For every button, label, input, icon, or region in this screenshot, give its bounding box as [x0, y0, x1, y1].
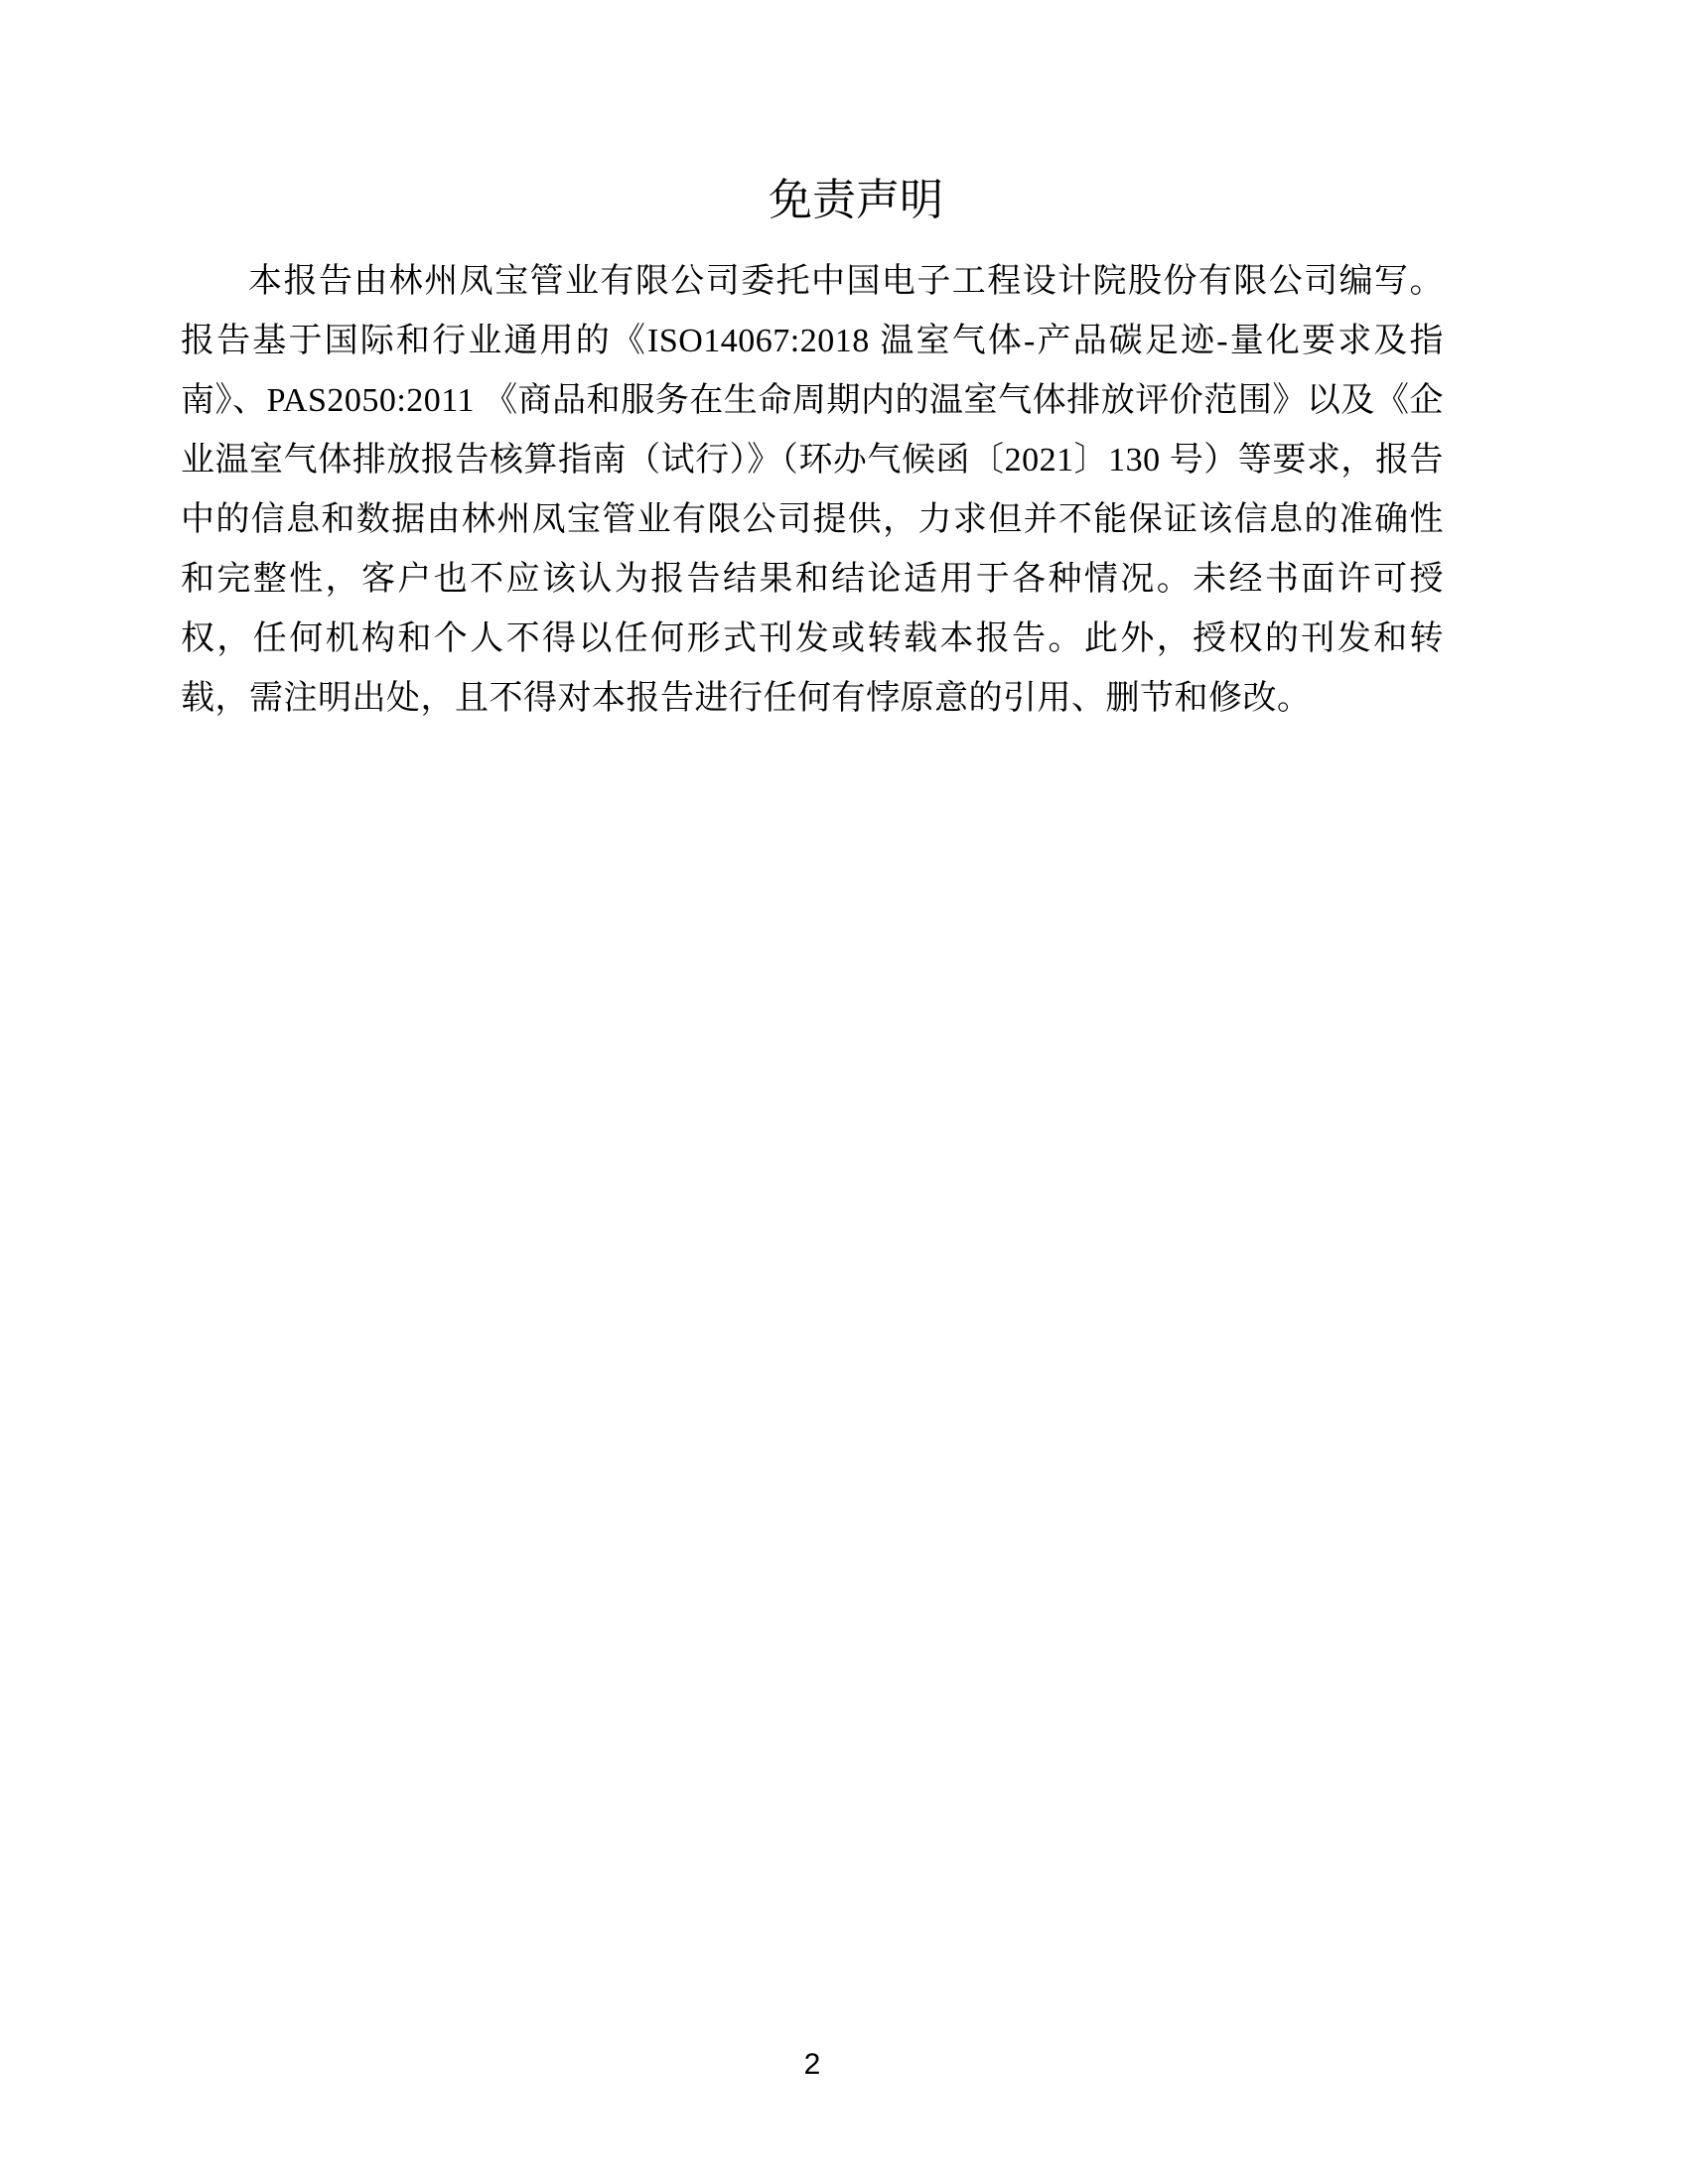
- page-number: 2: [803, 2048, 821, 2081]
- page-title: 免责声明: [769, 176, 943, 224]
- disclaimer-paragraph: 本报告由林州凤宝管业有限公司委托中国电子工程设计院股份有限公司编写。报告基于国际和行业通用的《ISO14067:2018 温室气体-产品碳足迹-量化要求及指南》、PAS2050:2011 《商品和服务在生命周期内的温室气体排放评价范围》以及《企业温室气体排放报告核算指南（试行）》（环办气候函〔2021〕130 号）等要求，报告中的信息和数据由林州凤宝管业有限公司提供，力求但并不能保证该信息的准确性和完整性，客户也不应该认为报告结果和结论适用于各种情况。未经书面许可授权，任何机构和个人不得以任何形式刊发或转载本报告。此外，授权的刊发和转载，需注明出处，且不得对本报告进行任何有悖原意的引用、删节和修改。: [181, 263, 1444, 717]
- page-content: [181, 171, 1444, 729]
- page-footer: [181, 2047, 1444, 2083]
